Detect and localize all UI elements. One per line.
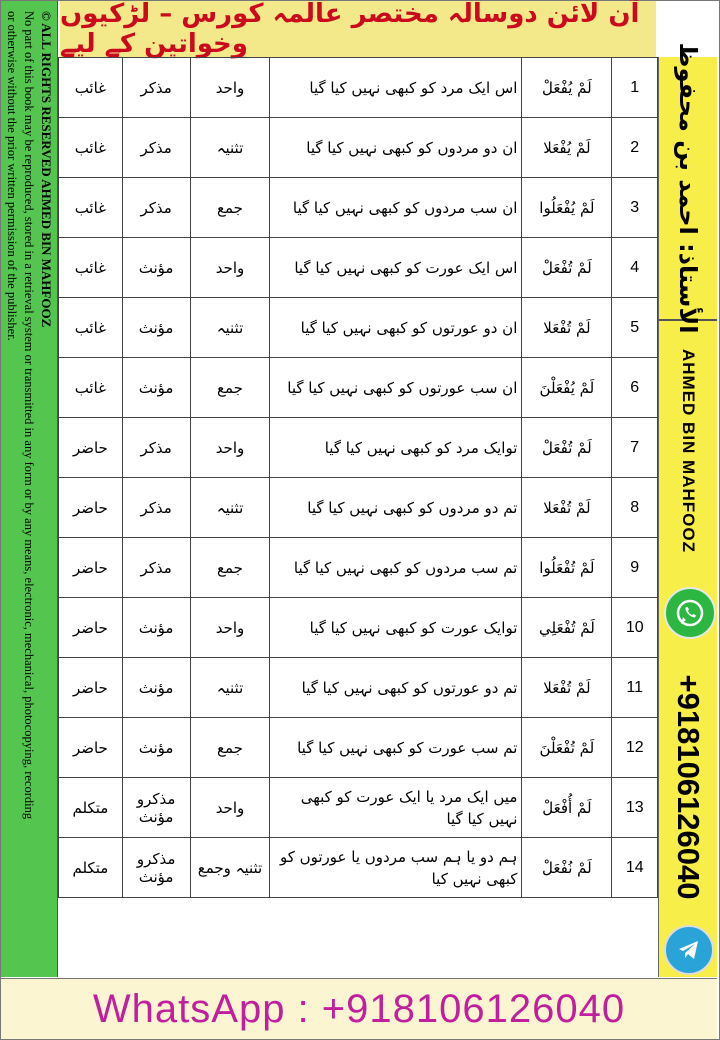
table-row <box>59 118 658 178</box>
meaning-cell: میں ایک مرد یا ایک عورت کو کبھی نہیں کیا گیا <box>270 778 522 838</box>
gender-cell: مذکرو مؤنث <box>122 838 190 898</box>
gender-cell: مؤنث <box>122 718 190 778</box>
gender-cell: مذکر <box>122 538 190 598</box>
verb-cell: لَمْ تُفْعَلْ <box>522 238 612 298</box>
number-cell: واحد <box>190 58 270 118</box>
status-cell: حاضر <box>59 598 123 658</box>
verb-table <box>58 57 658 898</box>
number-cell: تثنیہ <box>190 478 270 538</box>
table-row <box>59 718 658 778</box>
number-cell: تثنیہ <box>190 118 270 178</box>
teacher-label: الأستاذ: احمد بن محفوظ <box>674 42 702 334</box>
status-cell: غائب <box>59 358 123 418</box>
gender-cell: مؤنث <box>122 598 190 658</box>
copyright-line-3: or otherwise without the prior written permission of the publisher. <box>5 11 19 341</box>
whatsapp-icon[interactable] <box>664 587 716 639</box>
gender-cell: مذکر <box>122 478 190 538</box>
status-cell: غائب <box>59 118 123 178</box>
status-cell: غائب <box>59 178 123 238</box>
table-row <box>59 658 658 718</box>
table-row <box>59 58 658 118</box>
verb-cell: لَمْ يُفْعَلُوا <box>522 178 612 238</box>
number-cell: جمع <box>190 358 270 418</box>
number-cell: جمع <box>190 178 270 238</box>
row-number-cell: 9 <box>612 538 658 598</box>
row-number-cell: 7 <box>612 418 658 478</box>
number-cell: تثنیہ <box>190 298 270 358</box>
number-cell: جمع <box>190 538 270 598</box>
footer-whatsapp-text: WhatsApp : +918106126040 <box>92 986 626 1031</box>
verb-cell: لَمْ تُفْعَلا <box>522 298 612 358</box>
row-number-cell: 6 <box>612 358 658 418</box>
meaning-cell: ہم دو یا ہم سب مردوں یا عورتوں کو کبھی نہیں کیا <box>270 838 522 898</box>
gender-cell: مذکر <box>122 58 190 118</box>
number-cell: واحد <box>190 778 270 838</box>
gender-cell: مذکر <box>122 418 190 478</box>
verb-cell: لَمْ تُفْعَلا <box>522 658 612 718</box>
table-row <box>59 418 658 478</box>
phone-number: +918106126040 <box>671 674 706 900</box>
verb-cell: لَمْ يُفْعَلْنَ <box>522 358 612 418</box>
meaning-cell: تم دو عورتوں کو کبھی نہیں کیا گیا <box>270 658 522 718</box>
table-row <box>59 478 658 538</box>
gender-cell: مذکر <box>122 178 190 238</box>
number-cell: واحد <box>190 238 270 298</box>
status-cell: غائب <box>59 238 123 298</box>
gender-cell: مؤنث <box>122 658 190 718</box>
row-number-cell: 14 <box>612 838 658 898</box>
status-cell: متکلم <box>59 778 123 838</box>
row-number-cell: 11 <box>612 658 658 718</box>
conjugation-table <box>58 57 658 977</box>
page-title: آن لائن دوسالہ مختصر عالمہ کورس – لڑکیوں وخواتین کے لیے <box>60 0 640 59</box>
verb-cell: لَمْ يُفْعَلْ <box>522 58 612 118</box>
verb-cell: لَمْ تُفْعَلْنَ <box>522 718 612 778</box>
verb-cell: لَمْ نُفْعَلْ <box>522 838 612 898</box>
row-number-cell: 3 <box>612 178 658 238</box>
meaning-cell: تم دو مردوں کو کبھی نہیں کیا گیا <box>270 478 522 538</box>
number-cell: تثنیہ وجمع <box>190 838 270 898</box>
meaning-cell: توایک عورت کو کبھی نہیں کیا گیا <box>270 598 522 658</box>
meaning-cell: ان سب عورتوں کو کبھی نہیں کیا گیا <box>270 358 522 418</box>
table-row <box>59 178 658 238</box>
row-number-cell: 8 <box>612 478 658 538</box>
number-cell: واحد <box>190 418 270 478</box>
number-cell: تثنیہ <box>190 658 270 718</box>
row-number-cell: 13 <box>612 778 658 838</box>
meaning-cell: تم سب عورت کو کبھی نہیں کیا گیا <box>270 718 522 778</box>
gender-cell: مذکر <box>122 118 190 178</box>
table-row <box>59 538 658 598</box>
row-number-cell: 4 <box>612 238 658 298</box>
table-row <box>59 358 658 418</box>
row-number-cell: 2 <box>612 118 658 178</box>
footer-bar <box>1 978 717 1039</box>
table-row <box>59 238 658 298</box>
teacher-name-wrap <box>659 323 717 579</box>
copyright-strip <box>1 1 58 977</box>
status-cell: حاضر <box>59 658 123 718</box>
gender-cell: مؤنث <box>122 298 190 358</box>
verb-cell: لَمْ تُفْعَلِي <box>522 598 612 658</box>
copyright-line-1: © ALL RIGHTS RESERVED AHMED BIN MAHFOOZ <box>39 11 54 328</box>
copyright-text <box>1 1 57 977</box>
meaning-cell: اس ایک مرد کو کبھی نہیں کیا گیا <box>270 58 522 118</box>
row-number-cell: 10 <box>612 598 658 658</box>
status-cell: حاضر <box>59 418 123 478</box>
status-cell: غائب <box>59 58 123 118</box>
table-row <box>59 598 658 658</box>
verb-cell: لَمْ تُفْعَلُوا <box>522 538 612 598</box>
meaning-cell: توایک مرد کو کبھی نہیں کیا گیا <box>270 418 522 478</box>
gender-cell: مؤنث <box>122 358 190 418</box>
teacher-label-wrap <box>659 42 717 334</box>
table-row <box>59 838 658 898</box>
status-cell: حاضر <box>59 478 123 538</box>
meaning-cell: ان دو عورتوں کو کبھی نہیں کیا گیا <box>270 298 522 358</box>
teacher-sidebar <box>658 42 717 977</box>
table-row <box>59 778 658 838</box>
meaning-cell: تم سب مردوں کو کبھی نہیں کیا گیا <box>270 538 522 598</box>
verb-cell: لَمْ تُفْعَلْ <box>522 418 612 478</box>
row-number-cell: 5 <box>612 298 658 358</box>
title-banner <box>60 1 656 58</box>
status-cell: حاضر <box>59 538 123 598</box>
verb-cell: لَمْ تُفْعَلا <box>522 478 612 538</box>
telegram-icon[interactable] <box>664 925 714 975</box>
status-cell: غائب <box>59 298 123 358</box>
gender-cell: مؤنث <box>122 238 190 298</box>
row-number-cell: 1 <box>612 58 658 118</box>
number-cell: جمع <box>190 718 270 778</box>
phone-wrap <box>659 647 717 927</box>
copyright-line-2: No part of this book may be reproduced, stored in a retrieval system or transmitted in any form or by any means, electronic, mechanical, photocopying, recording <box>22 11 36 820</box>
meaning-cell: اس ایک عورت کو کبھی نہیں کیا گیا <box>270 238 522 298</box>
row-number-cell: 12 <box>612 718 658 778</box>
status-cell: حاضر <box>59 718 123 778</box>
meaning-cell: ان دو مردوں کو کبھی نہیں کیا گیا <box>270 118 522 178</box>
number-cell: واحد <box>190 598 270 658</box>
teacher-box <box>659 42 717 334</box>
teacher-name-en: AHMED BIN MAHFOOZ <box>679 349 698 553</box>
status-cell: متکلم <box>59 838 123 898</box>
verb-cell: لَمْ أُفْعَلْ <box>522 778 612 838</box>
meaning-cell: ان سب مردوں کو کبھی نہیں کیا گیا <box>270 178 522 238</box>
verb-cell: لَمْ يُفْعَلا <box>522 118 612 178</box>
gender-cell: مذکرو مؤنث <box>122 778 190 838</box>
table-row <box>59 298 658 358</box>
